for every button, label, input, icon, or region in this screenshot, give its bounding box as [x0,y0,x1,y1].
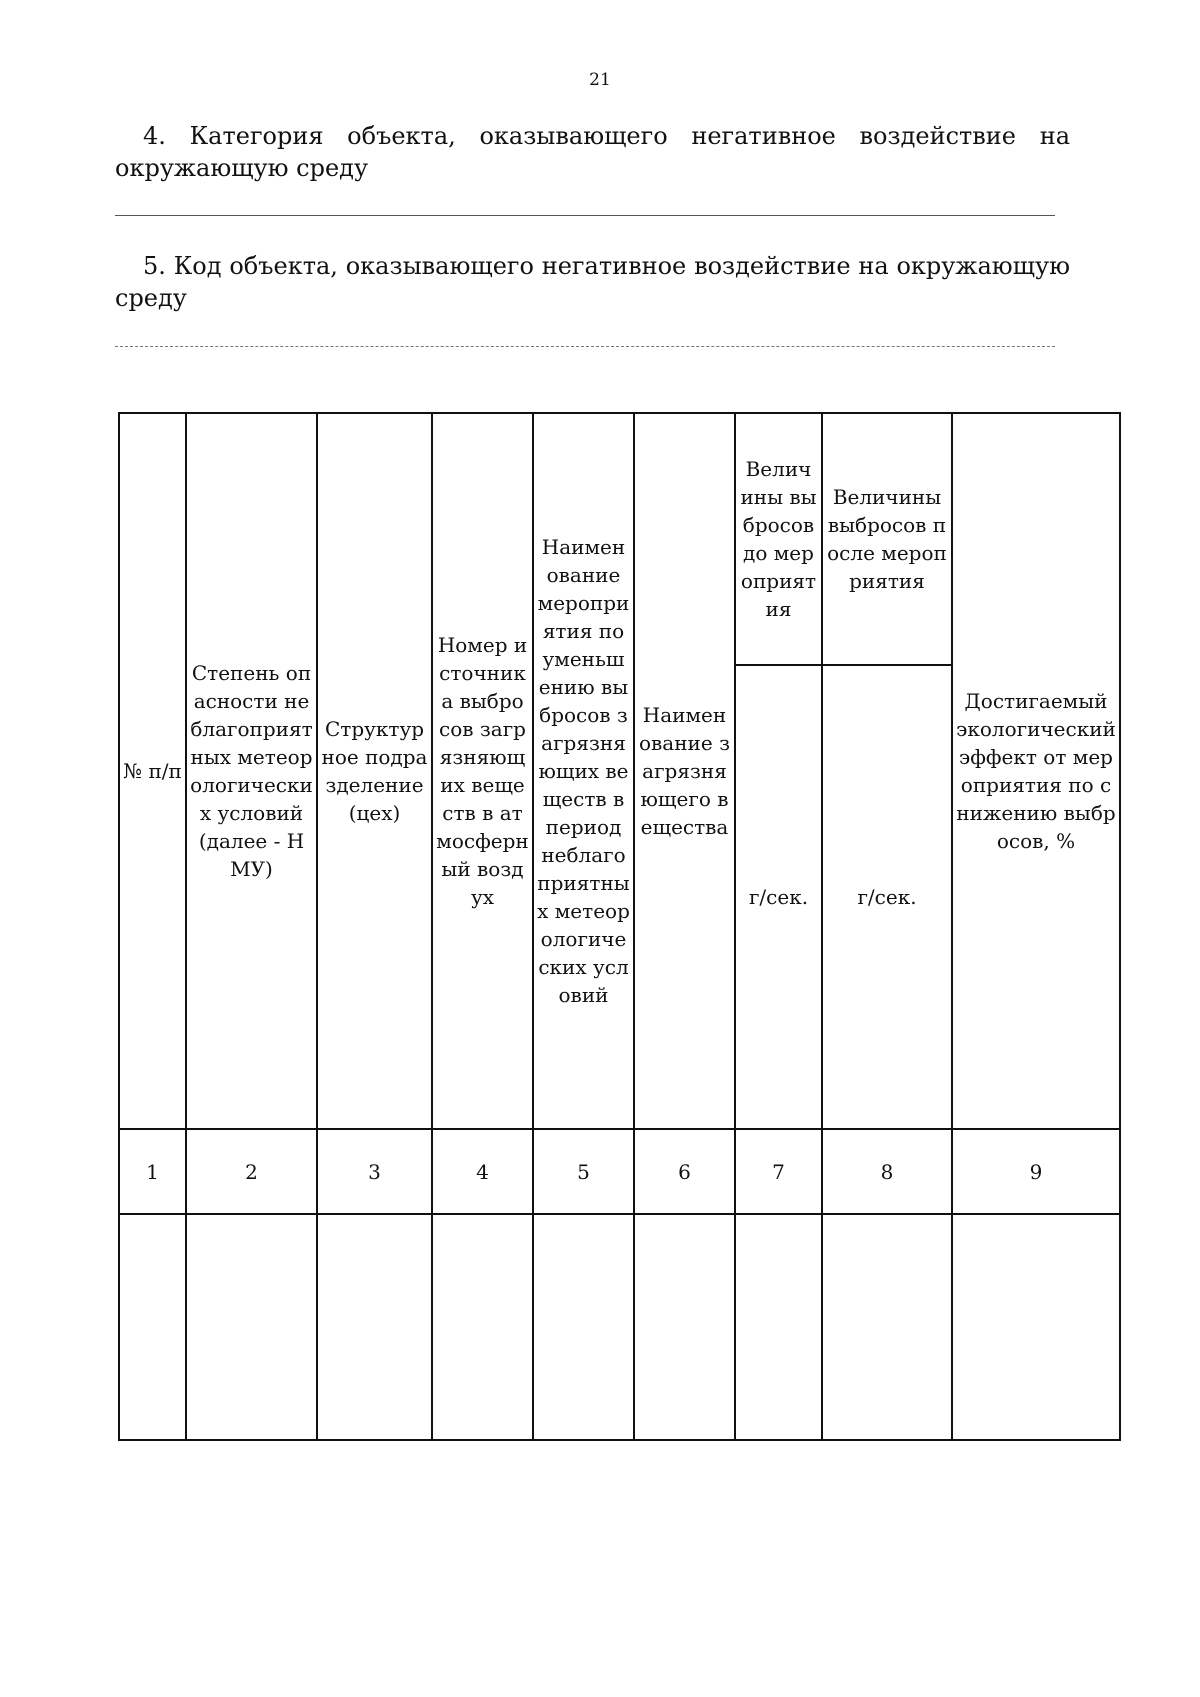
column-number: 7 [735,1129,822,1214]
section-4-category [115,120,1070,184]
header-emissions-before: Величины выбросов до мероприятия [735,413,822,665]
table-cell [822,1214,952,1440]
table-cell [533,1214,634,1440]
section-5-code [115,250,1070,314]
header-structural-unit: Структурное подразделение (цех) [317,413,432,1129]
page-number: 21 [589,70,611,90]
table-cell [317,1214,432,1440]
column-number: 9 [952,1129,1120,1214]
column-number: 6 [634,1129,735,1214]
table-cell [119,1214,186,1440]
table-cell [432,1214,533,1440]
table-cell [735,1214,822,1440]
unit-before: г/сек. [735,665,822,1129]
header-ecological-effect: Достигаемый экологический эффект от мероприятия по снижению выбросов, % [952,413,1120,1129]
unit-after: г/сек. [822,665,952,1129]
table-cell [634,1214,735,1440]
column-number: 3 [317,1129,432,1214]
column-number: 4 [432,1129,533,1214]
column-number: 2 [186,1129,317,1214]
category-fill-line [115,215,1055,216]
header-number: № п/п [119,413,186,1129]
column-number: 8 [822,1129,952,1214]
column-number: 5 [533,1129,634,1214]
table-row [119,1214,1120,1440]
table-cell [186,1214,317,1440]
header-hazard-level: Степень опасности неблагоприятных метеорологических условий (далее - НМУ) [186,413,317,1129]
table-header-row-top [119,413,1120,665]
measures-table [118,412,1121,1441]
section-5-text: 5. Код объекта, оказывающего негативное воздействие на окружающую среду [115,252,1070,312]
table-cell [952,1214,1120,1440]
header-substance-name: Наименование загрязняющего вещества [634,413,735,1129]
header-measure-name: Наименование мероприятия по уменьшению выбросов загрязняющих веществ в период неблагоприятных метеорологических условий [533,413,634,1129]
section-4-text: 4. Категория объекта, оказывающего негативное воздействие на окружающую среду [115,122,1070,182]
column-number: 1 [119,1129,186,1214]
code-fill-line [115,346,1055,347]
column-number-row [119,1129,1120,1214]
header-emissions-after: Величины выбросов после мероприятия [822,413,952,665]
header-source-number: Номер источника выбросов загрязняющих веществ в атмосферный воздух [432,413,533,1129]
